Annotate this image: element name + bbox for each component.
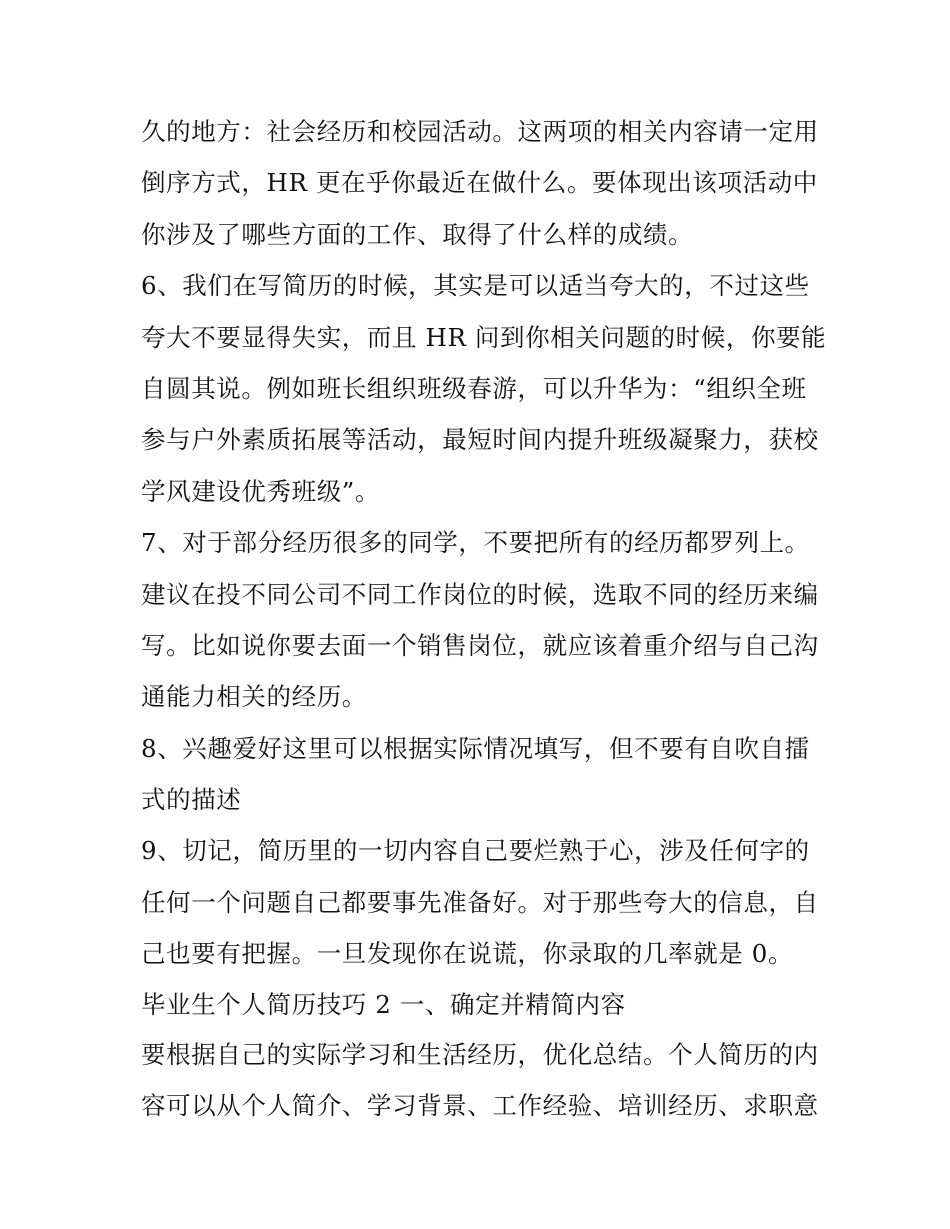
- text-line: 7、对于部分经历很多的同学，不要把所有的经历都罗列上。: [141, 528, 810, 558]
- text-line: 9、切记，简历里的一切内容自己要烂熟于心，涉及任何字的: [141, 836, 810, 866]
- text-line: 任何一个问题自己都要事先准备好。对于那些夸大的信息，自: [141, 887, 819, 917]
- document-body: [141, 106, 827, 1131]
- text-line: 6、我们在写简历的时候，其实是可以适当夸大的，不过这些: [141, 271, 810, 301]
- text-line: 己也要有把握。一旦发现你在说谎，你录取的几率就是 0。: [141, 939, 794, 969]
- text-line: 学风建设优秀班级”。: [141, 476, 381, 506]
- text-line: 你涉及了哪些方面的工作、取得了什么样的成绩。: [141, 219, 694, 249]
- text-line: 通能力相关的经历。: [141, 682, 367, 712]
- text-line: 写。比如说你要去面一个销售岗位，就应该着重介绍与自己沟: [141, 630, 819, 660]
- text-line: 倒序方式，HR 更在乎你最近在做什么。要体现出该项活动中: [141, 168, 818, 198]
- text-line: 容可以从个人简介、学习背景、工作经验、培训经历、求职意: [141, 1091, 819, 1121]
- text-line: 要根据自己的实际学习和生活经历，优化总结。个人简历的内: [141, 1039, 819, 1069]
- text-line: 久的地方：社会经历和校园活动。这两项的相关内容请一定用: [141, 117, 819, 146]
- section-heading: 毕业生个人简历技巧 2 一、确定并精简内容: [141, 989, 626, 1019]
- text-line: 8、兴趣爱好这里可以根据实际情况填写，但不要有自吹自擂: [141, 733, 810, 763]
- text-line: 式的描述: [141, 785, 242, 815]
- text-line: 参与户外素质拓展等活动，最短时间内提升班级凝聚力，获校: [141, 425, 819, 455]
- text-line: 建议在投不同公司不同工作岗位的时候，选取不同的经历来编: [141, 579, 819, 609]
- text-line: 自圆其说。例如班长组织班级春游，可以升华为：“组织全班: [141, 373, 807, 403]
- text-line: 夸大不要显得失实，而且 HR 问到你相关问题的时候，你要能: [141, 322, 827, 352]
